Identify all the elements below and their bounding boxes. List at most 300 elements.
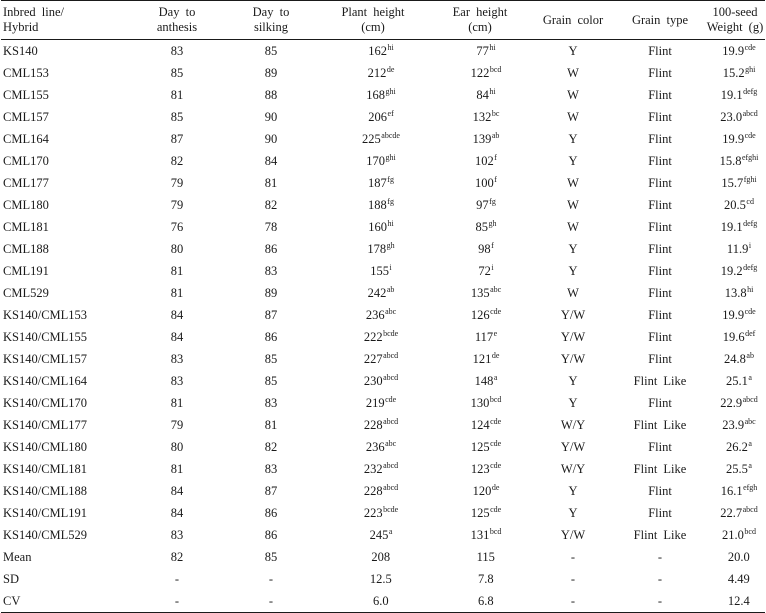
cell-100-seed-weight-value: 22.7 [720, 505, 743, 520]
cell-100-seed-weight [705, 392, 765, 414]
cell-grain-type: - [657, 571, 663, 586]
cell-grain-color: Y [568, 131, 578, 146]
cell-ear-height-significance: cde [490, 438, 502, 448]
cell-ear-height-wrap [459, 308, 501, 323]
cell-100-seed-weight-wrap [714, 528, 756, 543]
cell-ear-height [429, 458, 531, 480]
cell-plant-height-value: 160 [368, 219, 387, 234]
cell-day-to-silking: 78 [264, 219, 278, 234]
cell-inbred-line: Mean [3, 549, 32, 564]
cell-100-seed-weight [705, 282, 765, 304]
cell-plant-height-value: 162 [368, 43, 387, 58]
header-grain-color [531, 1, 615, 40]
cell-day-to-anthesis: 79 [170, 417, 184, 432]
cell-grain-color: Y [568, 241, 578, 256]
cell-plant-height-value: 223 [363, 505, 383, 520]
cell-ear-height-wrap [461, 352, 500, 367]
cell-day-to-anthesis: 80 [170, 439, 184, 454]
cell-100-seed-weight-wrap [716, 198, 754, 213]
table-row [1, 172, 765, 194]
cell-100-seed-weight-wrap [719, 242, 751, 257]
cell-100-seed-weight-significance: ab [746, 350, 754, 360]
cell-grain-color: Y [568, 373, 578, 388]
header-silking-l2: silking [253, 20, 289, 34]
cell-ear-height-wrap [463, 374, 498, 389]
header-ear-l1: Ear height [452, 5, 508, 19]
cell-ear-height [429, 194, 531, 216]
cell-ear-height [429, 62, 531, 84]
cell-ear-height-value: 117 [474, 329, 494, 344]
cell-inbred-line: CML155 [3, 87, 49, 102]
header-grain-color-label: Grain color [542, 12, 604, 27]
cell-plant-height-significance: a [388, 526, 393, 536]
cell-100-seed-weight [705, 150, 765, 172]
cell-100-seed-weight-value: 12.4 [727, 593, 750, 608]
cell-100-seed-weight [705, 106, 765, 128]
cell-day-to-silking: 82 [264, 197, 278, 212]
cell-ear-height-value: 120 [472, 483, 492, 498]
cell-100-seed-weight-significance: a [748, 372, 752, 382]
table-row [1, 348, 765, 370]
cell-100-seed-weight-value: 13.8 [724, 285, 747, 300]
cell-plant-height [317, 370, 429, 392]
cell-plant-height [317, 458, 429, 480]
cell-plant-height-significance: hi [387, 42, 394, 52]
cell-plant-height-value: 6.0 [372, 593, 389, 608]
cell-plant-height-wrap [348, 462, 398, 477]
cell-ear-height-value: 115 [476, 549, 495, 564]
table-row [1, 392, 765, 414]
cell-day-to-silking: 88 [264, 87, 278, 102]
cell-plant-height [317, 392, 429, 414]
cell-plant-height [317, 216, 429, 238]
cell-100-seed-weight-wrap [712, 154, 759, 169]
cell-100-seed-weight [705, 326, 765, 348]
cell-inbred-line: CV [1, 590, 129, 613]
cell-ear-height-wrap [459, 506, 501, 521]
cell-plant-height-significance: fg [387, 196, 394, 206]
cell-day-to-silking: 82 [264, 439, 278, 454]
cell-grain-color: W [567, 285, 579, 300]
cell-100-seed-weight-significance: i [748, 240, 752, 250]
cell-grain-color: Y/W [560, 527, 586, 542]
cell-100-seed-weight-wrap [715, 330, 756, 345]
cell-100-seed-weight-value: 20.0 [727, 549, 750, 564]
table-row [1, 282, 765, 304]
cell-day-to-anthesis: 76 [170, 219, 184, 234]
cell-plant-height [317, 568, 429, 590]
cell-100-seed-weight-value: 26.2 [726, 439, 748, 454]
cell-plant-height-wrap [348, 484, 398, 499]
cell-inbred-line: KS140/CML177 [3, 417, 88, 432]
cell-day-to-anthesis: 80 [170, 241, 184, 256]
cell-plant-height-significance: abcd [383, 460, 399, 470]
cell-day-to-anthesis: 81 [170, 263, 184, 278]
cell-100-seed-weight [705, 128, 765, 150]
cell-100-seed-weight-significance: efghi [741, 152, 759, 162]
cell-plant-height-significance: abcd [383, 416, 399, 426]
cell-day-to-silking: 85 [264, 549, 278, 564]
table-row [1, 260, 765, 282]
cell-ear-height-value: 135 [470, 285, 490, 300]
cell-plant-height-wrap [354, 264, 391, 279]
cell-100-seed-weight [705, 260, 765, 282]
cell-100-seed-weight-significance: abc [744, 416, 756, 426]
cell-100-seed-weight-wrap [720, 550, 750, 565]
cell-ear-height-value: 77 [476, 43, 489, 58]
cell-100-seed-weight-wrap [712, 506, 757, 521]
cell-100-seed-weight-significance: a [748, 438, 752, 448]
cell-100-seed-weight-significance: a [748, 460, 752, 470]
cell-plant-height [317, 282, 429, 304]
header-day-to-silking [225, 1, 317, 40]
cell-100-seed-weight [705, 502, 765, 524]
cell-grain-type: - [657, 549, 663, 564]
cell-ear-height [429, 568, 531, 590]
cell-grain-color: W [567, 109, 579, 124]
cell-plant-height-value: 188 [368, 197, 387, 212]
cell-100-seed-weight-significance: abcd [742, 394, 758, 404]
cell-plant-height-significance: abcd [383, 372, 399, 382]
cell-inbred-line: SD [3, 571, 19, 586]
cell-plant-height-value: 242 [367, 285, 387, 300]
cell-ear-height-value: 102 [475, 153, 494, 168]
cell-100-seed-weight-value: 19.9 [722, 131, 745, 146]
cell-day-to-silking: - [225, 590, 317, 613]
cell-grain-type: Flint [648, 307, 672, 322]
cell-100-seed-weight-value: 19.1 [720, 87, 743, 102]
cell-day-to-anthesis: 84 [170, 505, 184, 520]
cell-grain-color: Y/W [560, 439, 586, 454]
cell-100-seed-weight-value: 24.8 [724, 351, 746, 366]
cell-100-seed-weight-wrap [713, 88, 758, 103]
cell-100-seed-weight-wrap [714, 308, 755, 323]
cell-ear-height-significance: fg [489, 196, 496, 206]
cell-grain-color: - [531, 590, 615, 613]
table-row [1, 62, 765, 84]
cell-inbred-line: KS140/CML191 [3, 505, 88, 520]
cell-plant-height-value: 187 [368, 175, 387, 190]
cell-ear-height-value: 125 [470, 505, 490, 520]
cell-100-seed-weight-wrap [714, 44, 755, 59]
cell-100-seed-weight-wrap [716, 352, 754, 367]
cell-day-to-silking: 86 [264, 241, 278, 256]
cell-inbred-line: KS140/CML153 [3, 307, 88, 322]
table-row [1, 546, 765, 568]
cell-ear-height-wrap [459, 418, 501, 433]
cell-day-to-anthesis: 79 [170, 197, 184, 212]
cell-plant-height [317, 590, 429, 613]
cell-100-seed-weight-wrap [714, 132, 755, 147]
cell-plant-height-wrap [352, 198, 394, 213]
cell-plant-height [317, 326, 429, 348]
cell-day-to-anthesis: 81 [170, 461, 184, 476]
cell-ear-height [429, 326, 531, 348]
cell-ear-height-value: 131 [470, 527, 490, 542]
cell-plant-height-significance: abcd [383, 350, 399, 360]
cell-plant-height [317, 304, 429, 326]
cell-100-seed-weight [705, 194, 765, 216]
cell-inbred-line: CML170 [3, 153, 49, 168]
cell-100-seed-weight-significance: hi [747, 284, 754, 294]
table-row [1, 568, 765, 590]
cell-day-to-silking: 89 [264, 285, 278, 300]
cell-100-seed-weight-wrap [714, 418, 755, 433]
cell-grain-color: Y/W [560, 307, 586, 322]
cell-grain-color: Y [568, 43, 578, 58]
cell-grain-type: Flint [648, 65, 672, 80]
cell-100-seed-weight [705, 546, 765, 568]
table-row [1, 194, 765, 216]
cell-grain-type: Flint [648, 505, 672, 520]
cell-100-seed-weight-value: 19.2 [720, 263, 743, 278]
cell-day-to-anthesis: 81 [170, 285, 184, 300]
table-row [1, 326, 765, 348]
cell-grain-color: Y [568, 395, 578, 410]
cell-plant-height-wrap [348, 506, 398, 521]
cell-ear-height-value: 130 [470, 395, 490, 410]
cell-100-seed-weight-wrap [718, 462, 752, 477]
cell-plant-height [317, 238, 429, 260]
cell-ear-height [429, 524, 531, 546]
cell-plant-height-significance: de [386, 64, 395, 74]
cell-ear-height-wrap [466, 572, 494, 587]
cell-grain-type: Flint [648, 263, 672, 278]
cell-plant-height-significance: fg [387, 174, 394, 184]
cell-ear-height-significance: bc [491, 108, 500, 118]
cell-grain-color: W [567, 175, 579, 190]
cell-plant-height [317, 150, 429, 172]
cell-ear-height-wrap [463, 176, 497, 191]
cell-plant-height [317, 502, 429, 524]
cell-ear-height-significance: i [491, 262, 494, 272]
table-row [1, 590, 765, 613]
cell-inbred-line: CML188 [3, 241, 49, 256]
cell-100-seed-weight-value: 19.9 [722, 307, 745, 322]
cell-ear-height-value: 7.8 [477, 571, 494, 586]
cell-100-seed-weight-value: 21.0 [722, 527, 744, 542]
cell-day-to-anthesis: 81 [170, 395, 184, 410]
cell-inbred-line: KS140/CML181 [3, 461, 88, 476]
cell-ear-height-significance: hi [489, 86, 496, 96]
cell-inbred-line: CML191 [3, 263, 49, 278]
cell-plant-height [317, 480, 429, 502]
cell-100-seed-weight-value: 25.1 [726, 373, 748, 388]
cell-100-seed-weight-wrap [713, 264, 758, 279]
cell-ear-height-wrap [459, 396, 502, 411]
cell-ear-height-wrap [459, 528, 502, 543]
cell-ear-height [429, 238, 531, 260]
cell-100-seed-weight-value: 20.5 [724, 197, 746, 212]
cell-grain-type: Flint Like [633, 527, 687, 542]
cell-plant-height-wrap [357, 594, 389, 609]
cell-ear-height [429, 172, 531, 194]
cell-plant-height-significance: abcde [381, 130, 400, 140]
cell-100-seed-weight-significance: fghi [743, 174, 757, 184]
cell-ear-height-value: 6.8 [477, 593, 494, 608]
cell-100-seed-weight-significance: bcd [744, 526, 756, 536]
cell-plant-height-wrap [352, 176, 394, 191]
cell-ear-height-value: 125 [470, 439, 490, 454]
cell-ear-height [429, 84, 531, 106]
cell-day-to-anthesis: 84 [170, 307, 184, 322]
cell-plant-height-wrap [350, 396, 396, 411]
cell-inbred-line: KS140/CML188 [3, 483, 88, 498]
header-100-seed-weight [705, 1, 765, 40]
cell-ear-height [429, 370, 531, 392]
cell-plant-height [317, 106, 429, 128]
cell-day-to-anthesis: 84 [170, 329, 184, 344]
header-inbred-line-l2: Hybrid [3, 20, 39, 34]
cell-100-seed-weight-significance: abcd [742, 504, 758, 514]
table-row [1, 414, 765, 436]
cell-100-seed-weight [705, 414, 765, 436]
cell-plant-height-wrap [348, 352, 398, 367]
cell-grain-type: Flint Like [633, 373, 687, 388]
cell-plant-height-value: 219 [365, 395, 385, 410]
cell-ear-height [429, 304, 531, 326]
cell-ear-height-significance: cde [490, 416, 502, 426]
cell-100-seed-weight-value: 11.9 [726, 241, 749, 256]
cell-100-seed-weight-value: 19.9 [722, 43, 745, 58]
cell-day-to-anthesis: 82 [170, 549, 184, 564]
cell-day-to-silking: 86 [264, 505, 278, 520]
cell-100-seed-weight [705, 524, 765, 546]
cell-ear-height-wrap [464, 88, 495, 103]
cell-grain-type: Flint [648, 87, 672, 102]
table-row [1, 84, 765, 106]
cell-ear-height-value: 123 [470, 461, 490, 476]
cell-plant-height [317, 414, 429, 436]
table-row [1, 370, 765, 392]
cell-plant-height [317, 524, 429, 546]
cell-100-seed-weight-wrap [713, 220, 758, 235]
cell-day-to-silking: 90 [264, 131, 278, 146]
header-inbred-line-l1: Inbred line/ [3, 5, 64, 19]
cell-day-to-anthesis: 83 [170, 373, 184, 388]
cell-100-seed-weight [705, 84, 765, 106]
table-row [1, 216, 765, 238]
cell-plant-height [317, 436, 429, 458]
cell-ear-height-wrap [459, 66, 502, 81]
cell-100-seed-weight-wrap [718, 440, 752, 455]
cell-100-seed-weight-significance: cde [744, 42, 756, 52]
cell-plant-height-significance: ef [387, 108, 394, 118]
cell-100-seed-weight-wrap [712, 110, 757, 125]
cell-100-seed-weight [705, 458, 765, 480]
header-day-to-anthesis [129, 1, 225, 40]
cell-100-seed-weight-value: 25.5 [726, 461, 748, 476]
cell-inbred-line: CML181 [3, 219, 49, 234]
cell-plant-height-value: 228 [363, 417, 383, 432]
cell-plant-height [317, 260, 429, 282]
cell-grain-type: Flint Like [633, 461, 687, 476]
cell-grain-color: - [570, 571, 576, 586]
cell-ear-height [429, 590, 531, 613]
cell-plant-height-significance: ghi [385, 152, 396, 162]
table-row [1, 304, 765, 326]
cell-100-seed-weight-significance: cd [746, 196, 754, 206]
cell-plant-height-wrap [352, 286, 395, 301]
cell-plant-height-significance: ab [386, 284, 395, 294]
cell-plant-height-value: 236 [365, 439, 385, 454]
cell-100-seed-weight-wrap [713, 484, 758, 499]
header-row [1, 1, 765, 40]
cell-ear-height-significance: cde [490, 504, 502, 514]
cell-day-to-anthesis: 81 [170, 87, 184, 102]
cell-100-seed-weight-significance: def [745, 328, 756, 338]
cell-ear-height-wrap [466, 594, 494, 609]
cell-day-to-anthesis: 79 [170, 175, 184, 190]
cell-day-to-silking: 81 [264, 417, 278, 432]
cell-day-to-anthesis: 83 [170, 43, 184, 58]
cell-plant-height-significance: abc [385, 438, 397, 448]
cell-day-to-anthesis: 87 [170, 131, 184, 146]
cell-100-seed-weight [705, 590, 765, 613]
cell-day-to-anthesis: - [174, 571, 180, 586]
cell-plant-height-value: 227 [363, 351, 383, 366]
cell-plant-height-value: 12.5 [369, 571, 392, 586]
cell-plant-height [317, 128, 429, 150]
table-row [1, 128, 765, 150]
cell-plant-height [317, 172, 429, 194]
cell-ear-height-value: 124 [470, 417, 490, 432]
cell-day-to-silking: 85 [264, 351, 278, 366]
header-plant-l2: (cm) [361, 20, 385, 34]
cell-day-to-anthesis: 82 [170, 153, 184, 168]
cell-ear-height-wrap [464, 44, 495, 59]
cell-ear-height-significance: abc [490, 284, 502, 294]
cell-plant-height-wrap [350, 308, 396, 323]
cell-inbred-line: CML157 [3, 109, 49, 124]
cell-ear-height-wrap [466, 264, 493, 279]
cell-grain-type: Flint [648, 329, 672, 344]
cell-ear-height [429, 546, 531, 568]
cell-day-to-silking: 85 [264, 373, 278, 388]
cell-grain-color: W [567, 219, 579, 234]
cell-100-seed-weight [705, 370, 765, 392]
cell-ear-height-significance: cde [490, 306, 502, 316]
cell-day-to-silking: 81 [264, 175, 278, 190]
cell-100-seed-weight-significance: defg [743, 262, 758, 272]
cell-100-seed-weight [705, 172, 765, 194]
header-seed-l1: 100-seed [712, 5, 758, 19]
cell-ear-height-wrap [459, 462, 501, 477]
cell-ear-height-value: 148 [474, 373, 494, 388]
cell-ear-height-wrap [461, 132, 500, 147]
table-row [1, 106, 765, 128]
cell-100-seed-weight-value: 15.8 [719, 153, 742, 168]
cell-ear-height-significance: bcd [489, 64, 502, 74]
cell-100-seed-weight [705, 62, 765, 84]
cell-plant-height-value: 228 [363, 483, 383, 498]
cell-ear-height-value: 121 [472, 351, 492, 366]
cell-ear-height-value: 139 [472, 131, 492, 146]
cell-ear-height-significance: gh [488, 218, 497, 228]
cell-inbred-line: KS140/CML180 [3, 439, 88, 454]
cell-day-to-silking: 86 [264, 527, 278, 542]
cell-plant-height-significance: i [389, 262, 392, 272]
cell-inbred-line: CML177 [3, 175, 49, 190]
cell-ear-height [429, 282, 531, 304]
header-seed-l2: Weight (g) [706, 20, 764, 34]
table-header [1, 1, 765, 40]
cell-ear-height-wrap [463, 154, 497, 169]
cell-plant-height-value: 155 [370, 263, 389, 278]
cell-grain-type: - [615, 590, 705, 613]
header-inbred-line [1, 1, 129, 40]
cell-ear-height-value: 84 [476, 87, 489, 102]
